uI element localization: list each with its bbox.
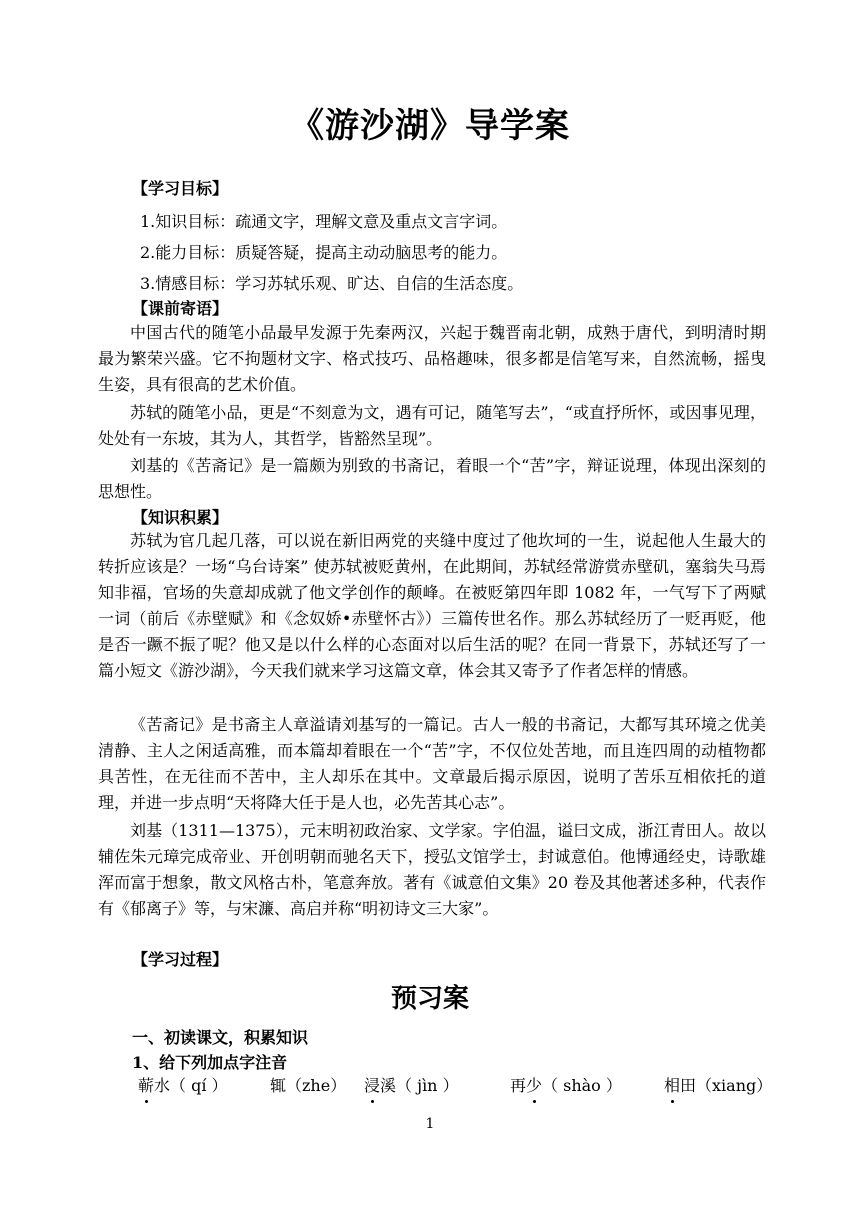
emphasis-dot: 少 xyxy=(526,1073,542,1096)
preface-heading: 【课前寄语】 xyxy=(132,299,229,318)
goal-item: 3.情感目标：学习苏轼乐观、旷达、自信的生活态度。 xyxy=(140,274,524,293)
section-title: 预习案 xyxy=(390,984,469,1014)
knowledge-paragraph: 《苦斋记》是书斋主人章溢请刘基写的一篇记。古人一般的书斋记，大都写其环境之优美清静、主人之闲适高雅，而本篇却着眼在一个“苦”字，不仅位处苦地，而且连四周的动植物都具苦性，在无往而不苦中，主人却乐在其中。文章最后揭示原因，说明了苦乐互相依托的道理，并进一步点明“天将降大任于是人也，必先苦其心志”。 xyxy=(98,715,766,812)
preface-paragraph: 刘基的《苦斋记》是一篇颇为别致的书斋记，着眼一个“苦”字，辩证说理，体现出深刻的思想性。 xyxy=(98,456,766,501)
pinyin-item: 浸溪（ jìn ） xyxy=(364,1073,459,1096)
goal-item: 1.知识目标：疏通文字，理解文意及重点文言字词。 xyxy=(140,212,508,231)
page-number: 1 xyxy=(425,1116,435,1132)
pinyin-item: 相田（xiang） xyxy=(664,1073,772,1096)
goals-heading: 【学习目标】 xyxy=(132,179,229,198)
document-title: 《游沙湖》导学案 xyxy=(290,106,570,146)
preface-paragraph: 苏轼的随笔小品，更是“不刻意为文，遇有可记，随笔写去”，“或直抒所怀，或因事见理，处处有一东坡，其为人，其哲学，皆豁然呈现”。 xyxy=(98,403,766,448)
goal-item: 2.能力目标：质疑答疑，提高主动动脑思考的能力。 xyxy=(140,243,508,262)
pinyin-item: 辄（zhe） xyxy=(270,1076,347,1095)
pinyin-item: 蕲水（ qí ） xyxy=(138,1073,228,1096)
emphasis-dot: 相 xyxy=(664,1073,680,1096)
pinyin-exercise-row xyxy=(138,1073,778,1101)
process-heading: 【学习过程】 xyxy=(132,950,229,969)
knowledge-paragraph: 苏轼为官几起几落，可以说在新旧两党的夹缝中度过了他坎坷的一生，说起他人生最大的转折应该是？一场“乌台诗案” 使苏轼被贬黄州，在此期间，苏轼经常游赏赤壁矶，塞翁失马焉知非福，官场的失意却成就了他文学创作的颠峰。在被贬第四年即 1082 年，一气写下了两赋一词（前后《赤壁赋》和《念奴娇•赤壁怀古》）三篇传世名作。那么苏轼经历了一贬再贬，他是否一蹶不振了呢？他又是以什么样的心态面对以后生活的呢？在同一背景下，苏轼还写了一篇小短文《游沙湖》，今天我们就来学习这篇文章，体会其又寄予了作者怎样的情感。 xyxy=(98,531,766,680)
part1-subheading: 1、给下列加点字注音 xyxy=(132,1053,288,1072)
emphasis-dot: 蕲 xyxy=(138,1073,154,1096)
emphasis-dot: 浸 xyxy=(364,1073,380,1096)
part1-heading: 一、初读课文，积累知识 xyxy=(132,1028,309,1047)
preface-paragraph: 中国古代的随笔小品最早发源于先秦两汉，兴起于魏晋南北朝，成熟于唐代，到明清时期最为繁荣兴盛。它不拘题材文字、格式技巧、品格趣味，很多都是信笔写来，自然流畅，摇曳生姿，具有很高的艺术价值。 xyxy=(98,323,766,394)
knowledge-paragraph: 刘基（1311—1375），元末明初政治家、文学家。字伯温，谥曰文成，浙江青田人。故以辅佐朱元璋完成帝业、开创明朝而驰名天下，授弘文馆学士，封诚意伯。他博通经史，诗歌雄浑而富于想象，散文风格古朴，笔意奔放。著有《诚意伯文集》20 卷及其他著述多种，代表作有《郁离子》等，与宋濂、高启并称“明初诗文三大家”。 xyxy=(98,821,766,918)
pinyin-item: 再少（ shào ） xyxy=(510,1073,622,1096)
knowledge-heading: 【知识积累】 xyxy=(132,508,229,527)
